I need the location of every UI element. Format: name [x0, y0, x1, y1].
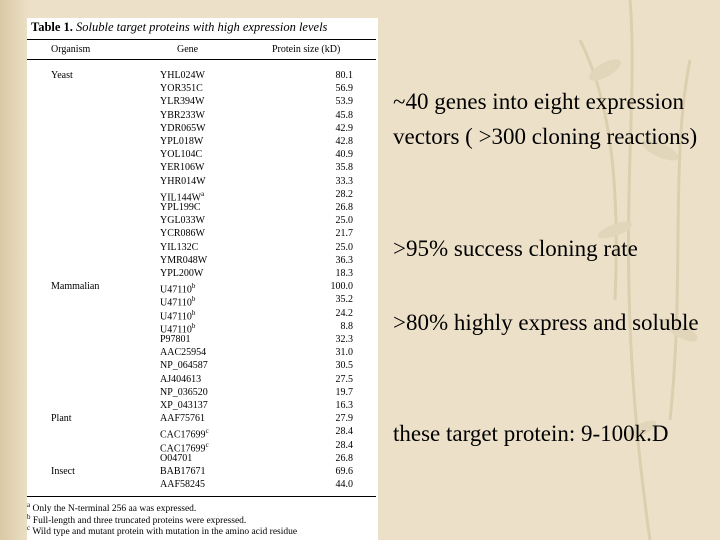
gene-cell [160, 123, 206, 134]
table-row [27, 242, 378, 253]
gene-name: YER106W [160, 162, 205, 174]
protein-size-cell: 33.3 [335, 175, 353, 187]
protein-size-cell: 28.4 [335, 426, 353, 438]
table-row [27, 83, 378, 94]
protein-size-cell: 35.8 [335, 162, 353, 174]
gene-name: YPL200W [160, 268, 204, 279]
table-row [27, 426, 378, 441]
footnote-marker: c [205, 427, 209, 436]
protein-size-cell: 16.3 [335, 400, 353, 411]
table-row [27, 374, 378, 385]
gene-cell [160, 70, 205, 81]
header-organism: Organism [51, 44, 91, 55]
protein-size-cell: 80.1 [335, 70, 353, 81]
gene-name: O04701 [160, 452, 193, 464]
gene-cell [160, 334, 191, 345]
protein-size-cell: 53.9 [335, 96, 353, 108]
gene-cell [160, 294, 195, 308]
gene-cell [160, 281, 195, 295]
table-image-panel [27, 18, 378, 540]
table-row [27, 268, 378, 279]
footnote-marker: b [191, 308, 196, 317]
table-row [27, 307, 378, 322]
table-row [27, 439, 378, 454]
footnote-marker: b [191, 321, 196, 330]
gene-cell [160, 136, 203, 147]
table-header-rule [27, 59, 376, 60]
protein-size-cell: 21.7 [335, 228, 353, 240]
gene-cell [160, 321, 195, 335]
protein-size-cell: 28.2 [335, 188, 353, 200]
table-row [27, 281, 378, 296]
table-row [27, 162, 378, 173]
gene-cell [160, 387, 208, 398]
gene-name: YMR048W [160, 254, 208, 266]
gene-cell [160, 360, 208, 371]
table-row [27, 255, 378, 266]
protein-size-cell: 25.0 [335, 215, 353, 227]
organism-cell: Plant [51, 413, 72, 425]
gene-name: YCR086W [160, 228, 205, 240]
protein-size-cell: 35.2 [335, 294, 353, 306]
table-row [27, 228, 378, 239]
footnote-text: Full-length and three truncated proteins were expressed. [32, 515, 247, 526]
bullet-protein-size-range: these target protein: 9-100k.D [393, 421, 669, 446]
gene-name: YBR233W [160, 109, 205, 121]
gene-name: YHL024W [160, 70, 205, 81]
table-caption: Soluble target proteins with high expression levels [76, 20, 328, 34]
gene-cell [160, 413, 205, 424]
table-row [27, 387, 378, 398]
gene-cell [160, 453, 192, 464]
footnote-marker: a [201, 189, 205, 198]
gene-name: AAF58245 [160, 479, 206, 491]
table-row [27, 70, 378, 81]
protein-size-cell: 42.8 [335, 136, 353, 147]
protein-size-cell: 69.6 [335, 466, 353, 477]
table-row [27, 479, 378, 490]
protein-size-cell: 25.0 [335, 241, 353, 253]
table-row [27, 413, 378, 424]
protein-size-cell: 44.0 [335, 479, 353, 491]
gene-name: U47110 [160, 297, 192, 309]
gene-cell [160, 347, 206, 358]
bullet-cloning-vectors: ~40 genes into eight expression vectors ( >300 cloning reactions) [393, 89, 698, 149]
gene-name: YGL033W [160, 215, 205, 227]
organism-cell: Mammalian [51, 281, 100, 293]
bullet-success-rate: >95% success cloning rate [393, 236, 638, 261]
header-gene: Gene [177, 44, 199, 55]
footnote-mark: b [27, 512, 31, 521]
gene-cell [160, 215, 205, 226]
footnote-text: Wild type and mutant protein with mutation in the amino acid residue [32, 527, 298, 538]
gene-cell [160, 308, 195, 322]
table-row [27, 176, 378, 187]
gene-cell [160, 400, 208, 411]
protein-size-cell: 26.8 [335, 452, 353, 464]
gene-cell [160, 189, 204, 203]
table-row [27, 294, 378, 309]
protein-size-cell: 31.0 [335, 347, 353, 359]
gene-name: P97801 [160, 334, 191, 345]
protein-size-cell: 56.9 [335, 83, 353, 95]
gene-cell [160, 149, 202, 160]
footnote-mark: c [27, 524, 31, 532]
protein-size-cell: 30.5 [335, 360, 353, 372]
gene-name: YOR351C [160, 83, 203, 95]
footnote-marker: b [191, 282, 196, 291]
protein-size-cell: 27.5 [335, 373, 353, 385]
table-row [27, 188, 378, 204]
gene-name: YOL104C [160, 149, 203, 161]
gene-name: U47110 [160, 324, 192, 336]
protein-size-cell: 36.3 [335, 254, 353, 266]
table-row [27, 466, 378, 477]
bullet-expression-soluble: >80% highly express and soluble [393, 310, 699, 335]
table-row [27, 453, 378, 464]
protein-size-cell: 27.9 [335, 413, 353, 425]
gene-name: YDR065W [160, 122, 206, 134]
gene-name: AJ404613 [160, 373, 202, 385]
gene-name: BAB17671 [160, 466, 206, 477]
background-plant-decoration [520, 0, 720, 540]
gene-name: AAF75761 [160, 413, 206, 425]
table-row [27, 347, 378, 358]
protein-size-cell: 28.4 [335, 439, 353, 451]
organism-cell: Insect [51, 466, 75, 477]
gene-name: YPL018W [160, 136, 204, 147]
protein-size-cell: 45.8 [335, 109, 353, 121]
protein-size-cell: 26.8 [335, 202, 353, 213]
gene-cell [160, 176, 206, 187]
footnote-mark: a [27, 501, 31, 509]
gene-name: NP_036520 [160, 386, 208, 398]
gene-cell [160, 242, 198, 253]
gene-name: CAC17699 [160, 429, 206, 441]
table-row [27, 110, 378, 121]
gene-cell [160, 110, 205, 121]
table-bottom-rule [27, 496, 376, 497]
protein-size-cell: 18.3 [335, 268, 353, 279]
table-row [27, 320, 378, 336]
gene-cell [160, 202, 201, 213]
gene-cell [160, 228, 205, 239]
table-row [27, 360, 378, 371]
protein-size-cell: 19.7 [335, 386, 353, 398]
table-row [27, 123, 378, 134]
protein-size-cell: 100.0 [330, 281, 353, 293]
gene-name: YPL199C [160, 202, 201, 213]
gene-name: NP_064587 [160, 360, 208, 372]
protein-size-cell: 8.8 [340, 320, 353, 332]
gene-cell [160, 479, 205, 490]
table-title [31, 20, 327, 35]
gene-cell [160, 440, 209, 454]
gene-name: CAC17699 [160, 442, 206, 454]
gene-cell [160, 466, 206, 477]
gene-name: XP_043137 [160, 400, 208, 411]
gene-name: YIL132C [160, 241, 199, 253]
gene-cell [160, 83, 203, 94]
gene-name: U47110 [160, 310, 192, 322]
table-row [27, 400, 378, 411]
table-top-rule [27, 39, 376, 40]
footnote-marker: c [205, 440, 209, 449]
gene-cell [160, 162, 204, 173]
gene-name: AAC25954 [160, 347, 207, 359]
table-row [27, 202, 378, 213]
footnote-marker: b [191, 295, 196, 304]
protein-size-cell: 32.3 [335, 334, 353, 345]
gene-name: YHR014W [160, 175, 206, 187]
gene-name: U47110 [160, 284, 192, 296]
table-label: Table 1. [31, 20, 73, 34]
protein-size-cell: 40.9 [335, 149, 353, 161]
gene-cell [160, 96, 204, 107]
organism-cell: Yeast [51, 70, 73, 81]
protein-size-cell: 24.2 [335, 307, 353, 319]
gene-cell [160, 426, 209, 440]
table-row [27, 96, 378, 107]
table-row [27, 136, 378, 147]
gene-name: YLR394W [160, 96, 205, 108]
gene-cell [160, 255, 207, 266]
table-row [27, 149, 378, 160]
gene-cell [160, 374, 201, 385]
footnote-text: Only the N-terminal 256 aa was expressed. [32, 504, 197, 515]
gene-cell [160, 268, 203, 279]
header-protein-size: Protein size (kD) [272, 44, 341, 55]
footnote [27, 523, 297, 538]
background-left-edge [0, 0, 30, 540]
protein-size-cell: 42.9 [335, 122, 353, 134]
gene-name: YIL144W [160, 192, 202, 204]
table-row [27, 215, 378, 226]
table-row [27, 334, 378, 345]
